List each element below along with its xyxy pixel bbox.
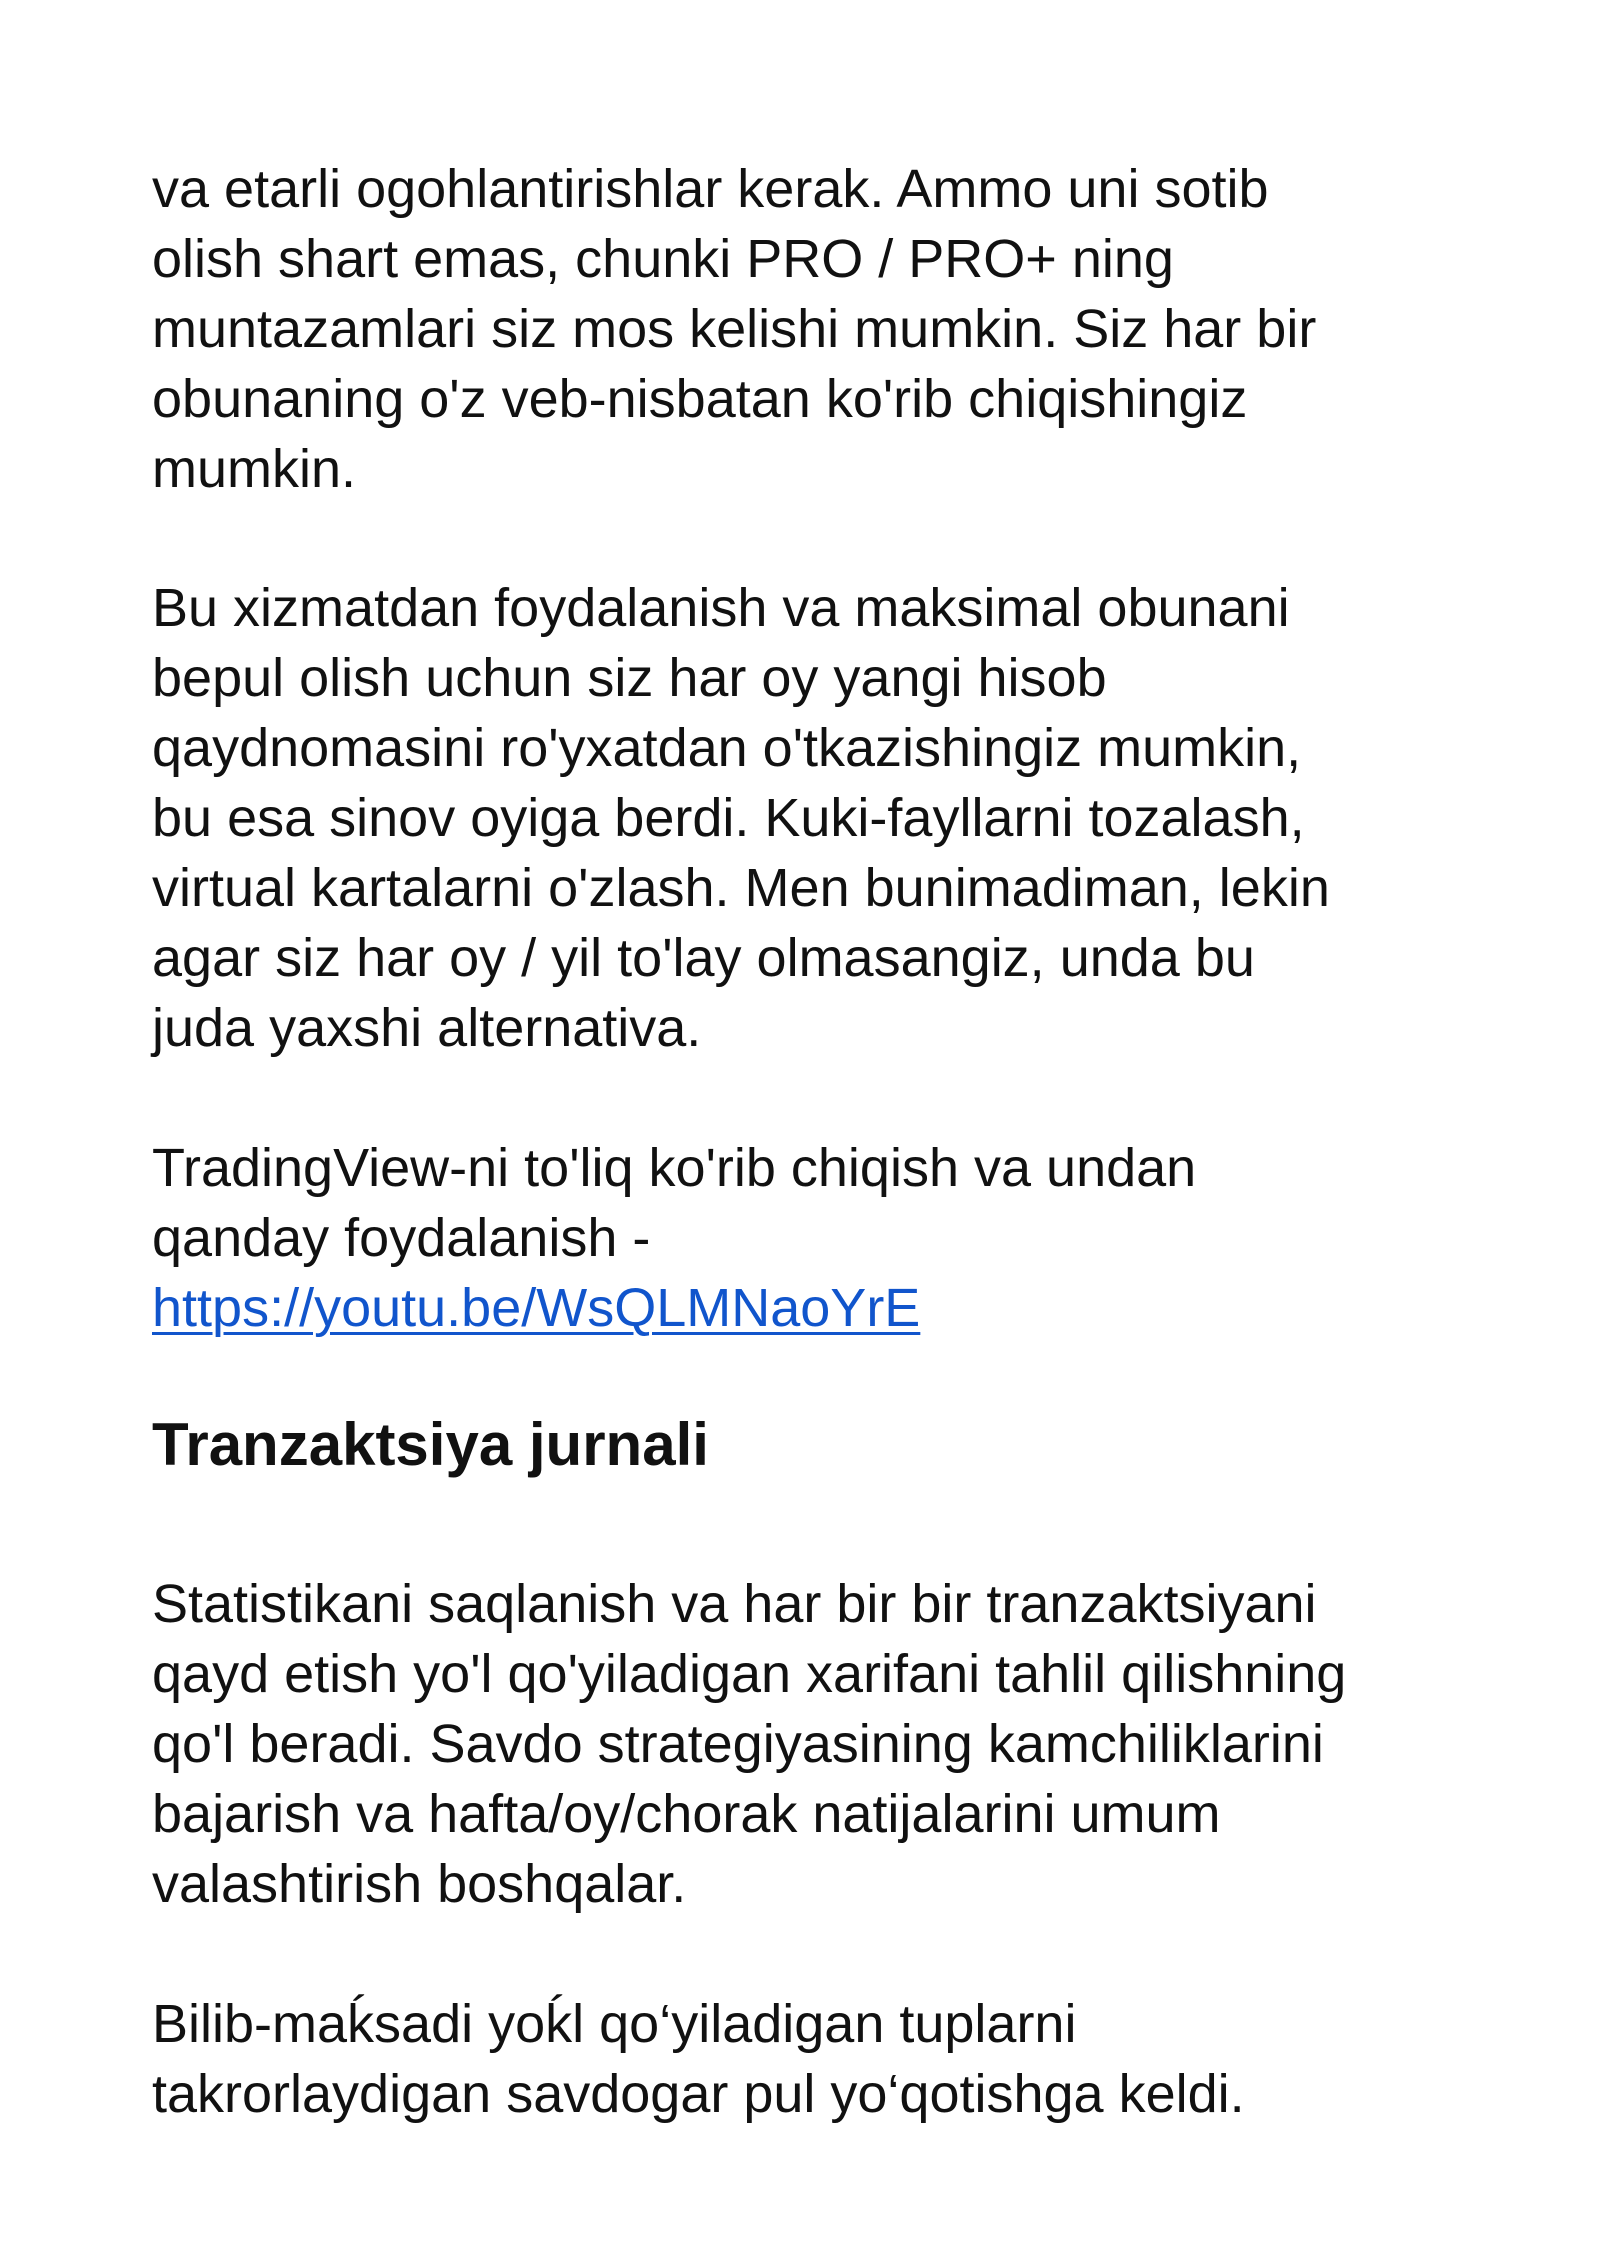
- text-line: agar siz har oy / yil to'lay olmasangiz, unda bu: [152, 928, 1255, 988]
- text-line: bajarish va hafta/oy/chorak natijalarini umum: [152, 1784, 1221, 1844]
- paragraph: [152, 573, 1472, 1063]
- text-line: qayd etish yo'l qo'yiladigan xarifani tahlil qilishning: [152, 1644, 1347, 1704]
- section-heading: Tranzaktsiya jurnali: [152, 1411, 709, 1478]
- text-line: bu esa sinov oyiga berdi. Kuki-fayllarni tozalash,: [152, 788, 1305, 848]
- document-body: [152, 154, 1472, 2129]
- text-line: TradingView-ni to'liq ko'rib chiqish va undan: [152, 1138, 1197, 1198]
- text-line: qaydnomasini ro'yxatdan o'tkazishingiz mumkin,: [152, 718, 1302, 778]
- text-line: qanday foydalanish -: [152, 1208, 651, 1268]
- text-line: Bilib-maḱsadi yoḱl qo‘yiladigan tuplarni: [152, 1994, 1077, 2054]
- link-line: [152, 1273, 1472, 1343]
- paragraph: [152, 1133, 1472, 1343]
- text-line: qo'l beradi. Savdo strategiyasining kamchiliklarini: [152, 1714, 1324, 1774]
- text-line: va etarli ogohlantirishlar kerak. Ammo uni sotib: [152, 159, 1269, 219]
- youtube-link[interactable]: https://youtu.be/WsQLMNaoYrE: [152, 1278, 921, 1338]
- text-line: mumkin.: [152, 439, 357, 499]
- text-line: Bu xizmatdan foydalanish va maksimal obunani: [152, 578, 1290, 638]
- text-line: bepul olish uchun siz har oy yangi hisob: [152, 648, 1107, 708]
- text-line: muntazamlari siz mos kelishi mumkin. Siz har bir: [152, 299, 1317, 359]
- text-line: juda yaxshi alternativa.: [152, 998, 702, 1058]
- paragraph: [152, 154, 1472, 504]
- text-line: valashtirish boshqalar.: [152, 1854, 687, 1914]
- paragraph: [152, 1569, 1472, 1919]
- text-line: Statistikani saqlanish va har bir bir tranzaktsiyani: [152, 1574, 1317, 1634]
- text-line: olish shart emas, chunki PRO / PRO+ ning: [152, 229, 1174, 289]
- text-line: obunaning o'z veb-nisbatan ko'rib chiqishingiz: [152, 369, 1248, 429]
- text-line: takrorlaydigan savdogar pul yo‘qotishga keldi.: [152, 2064, 1245, 2124]
- paragraph: [152, 1989, 1472, 2129]
- text-line: virtual kartalarni o'zlash. Men bunimadiman, lekin: [152, 858, 1330, 918]
